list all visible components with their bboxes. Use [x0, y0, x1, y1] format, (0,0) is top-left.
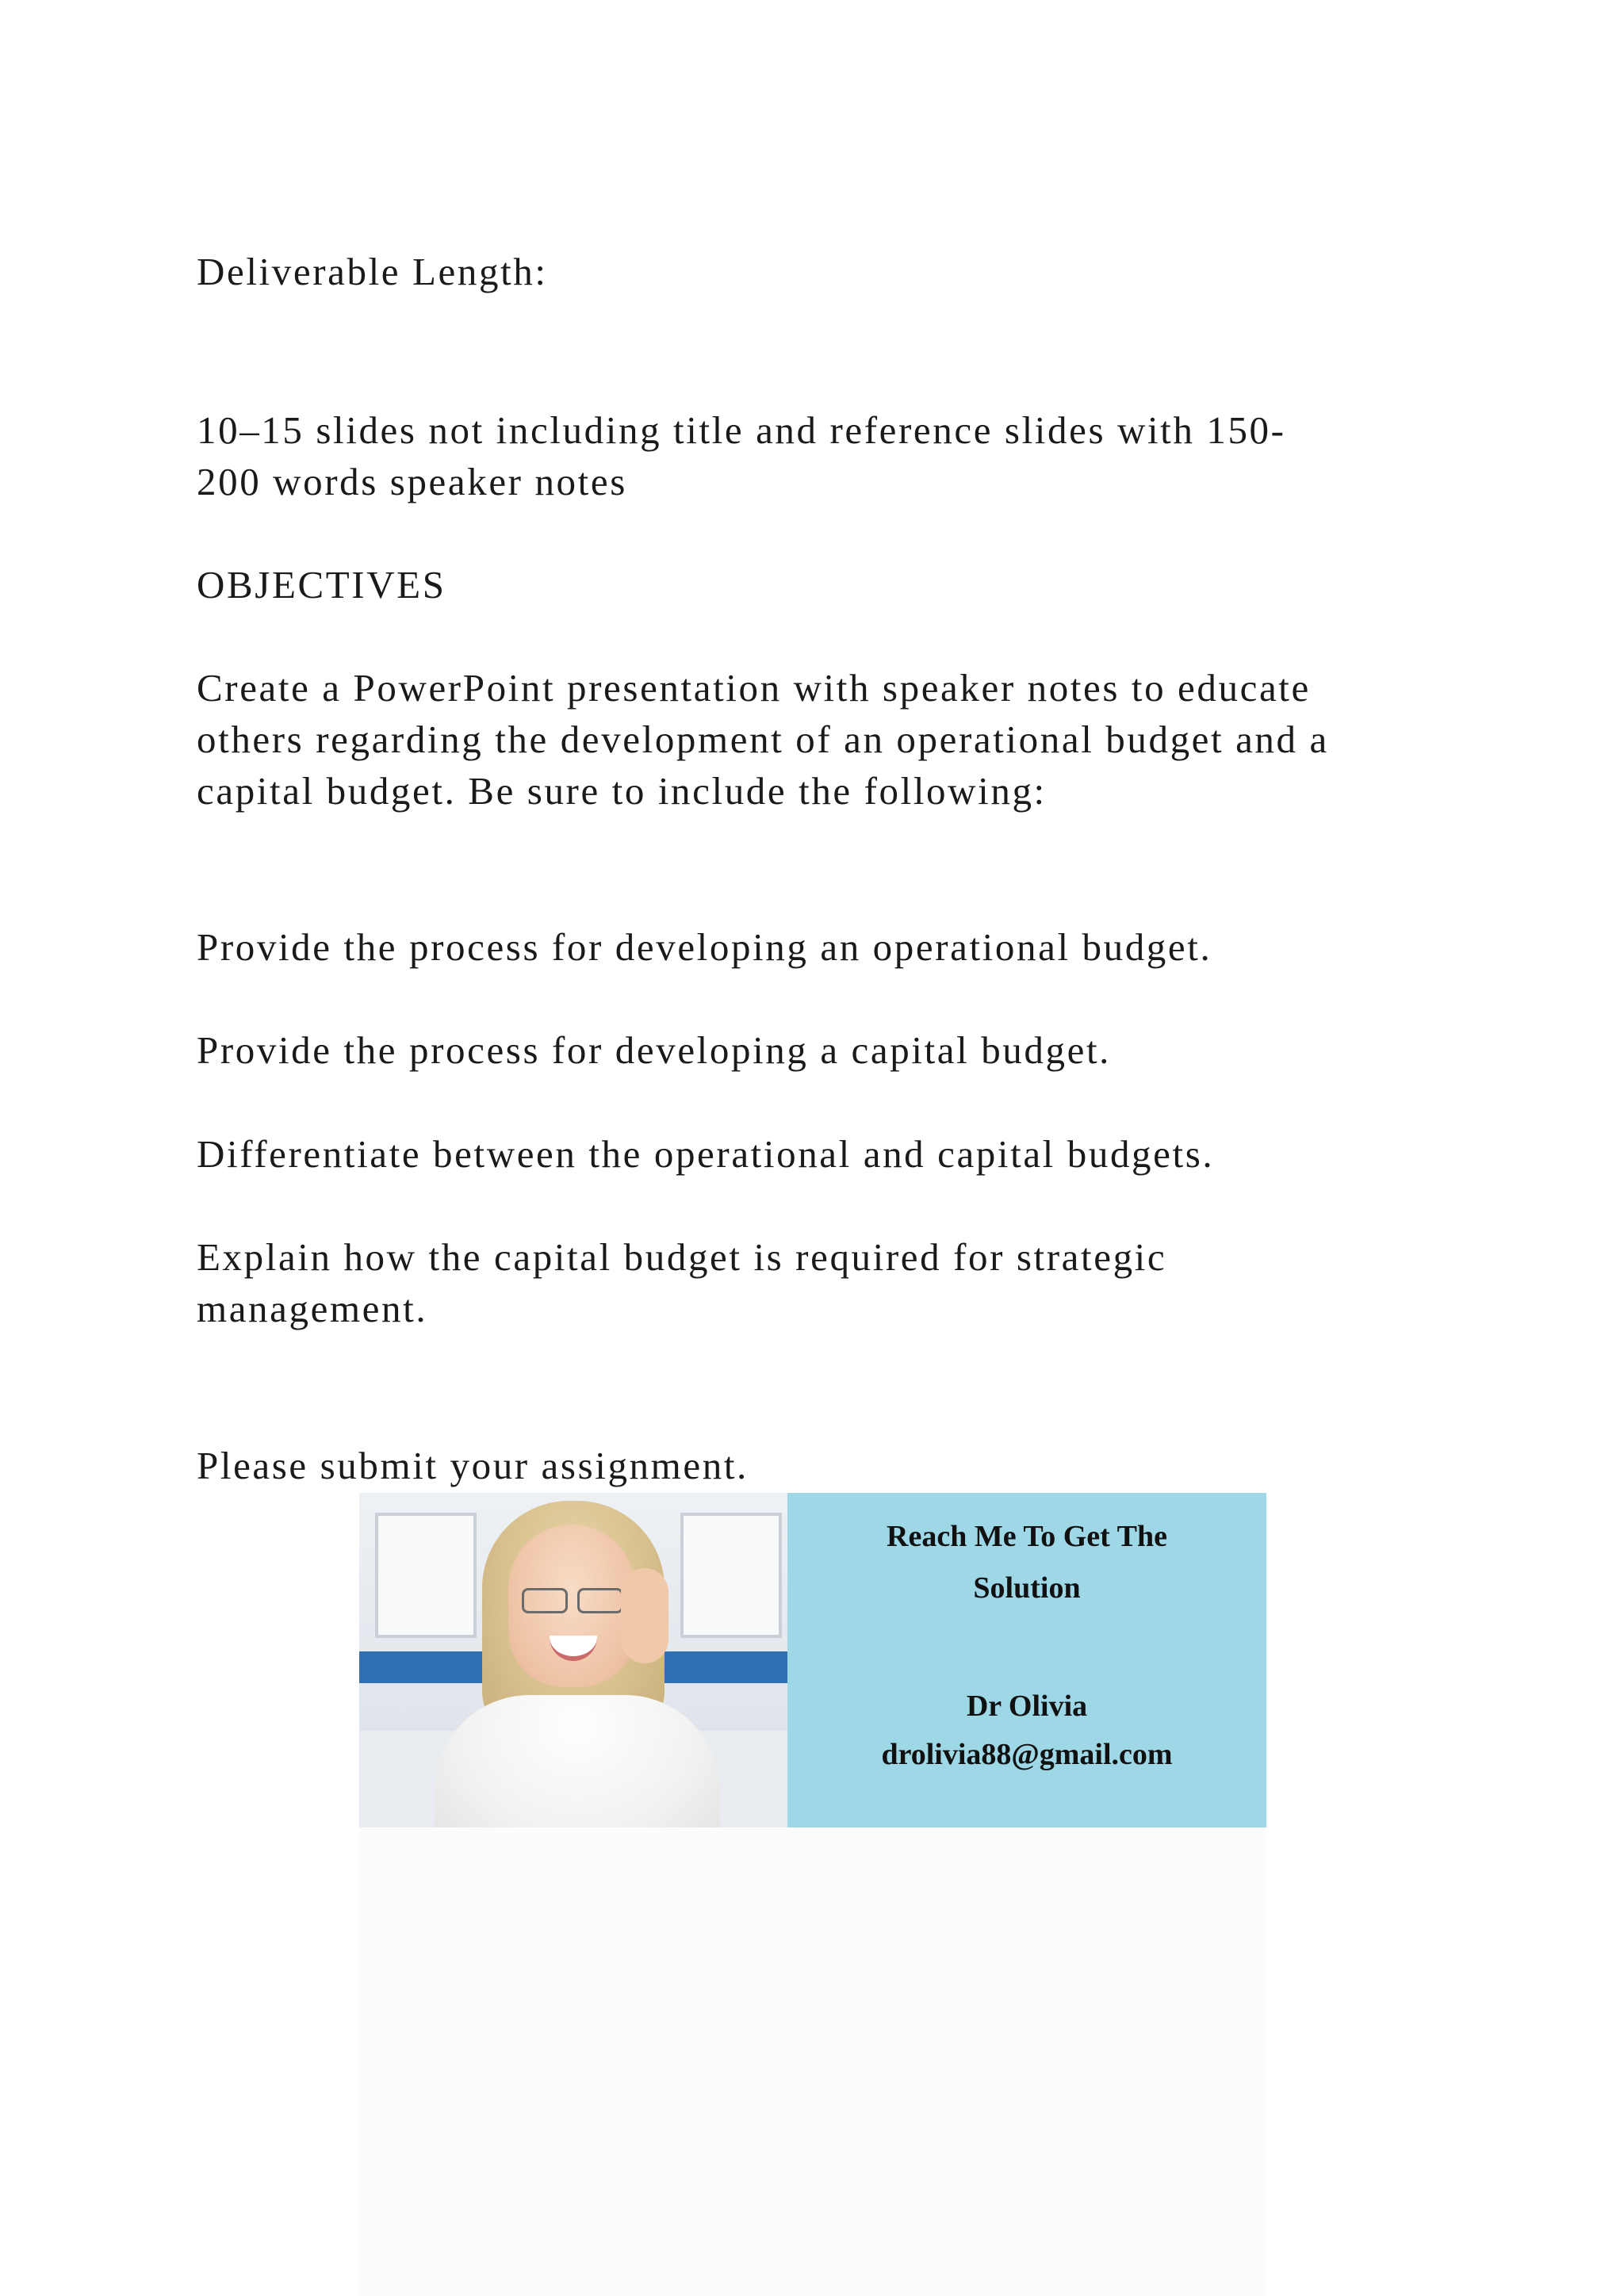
contact-heading-line1: Reach Me To Get The [887, 1520, 1167, 1553]
image-placeholder-area [359, 1827, 1266, 2296]
requirement-item: Explain how the capital budget is required for strategic [197, 1235, 1167, 1279]
submit-instruction: Please submit your assignment. [197, 1444, 749, 1487]
text-line: Create a PowerPoint presentation with speaker notes to educate [197, 666, 1311, 710]
contact-email[interactable]: drolivia88@gmail.com [881, 1738, 1173, 1771]
contact-name: Dr Olivia [966, 1689, 1088, 1723]
text-line: 200 words speaker notes [197, 460, 627, 503]
text-line: others regarding the development of an operational budget and a [197, 718, 1329, 761]
window-shape [375, 1513, 477, 1638]
contact-panel [787, 1493, 1266, 1827]
window-shape [680, 1513, 782, 1638]
hand-shape [621, 1568, 668, 1663]
deliverable-length-heading: Deliverable Length: [197, 250, 548, 293]
text-line: capital budget. Be sure to include the following: [197, 769, 1047, 813]
requirement-item: Provide the process for developing an operational budget. [197, 925, 1212, 969]
woman-photo [359, 1493, 787, 1827]
requirement-item-continued: management. [197, 1287, 428, 1330]
requirement-item: Differentiate between the operational and capital budgets. [197, 1132, 1215, 1176]
objectives-heading: OBJECTIVES [197, 563, 446, 607]
glasses-icon [522, 1588, 625, 1612]
text-line: 10–15 slides not including title and reference slides with 150- [197, 408, 1286, 452]
shirt-shape [435, 1695, 720, 1827]
contact-banner[interactable] [359, 1493, 1266, 1827]
contact-heading-line2: Solution [973, 1571, 1081, 1605]
requirement-item: Provide the process for developing a capital budget. [197, 1028, 1112, 1072]
